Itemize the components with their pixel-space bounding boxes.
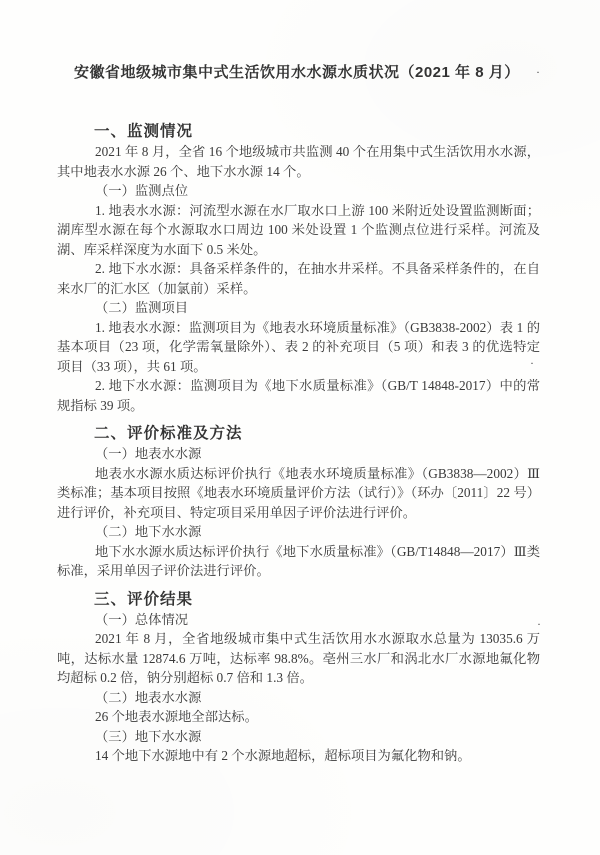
subsection-heading: （一）监测点位	[95, 183, 189, 198]
paragraph: 2021 年 8 月，全省 16 个地级城市共监测 40 个在用集中式生活饮用水水源，其中地表水水源 26 个、地下水水源 14 个。	[57, 144, 540, 179]
paragraph: 14 个地下水源地中有 2 个水源地超标，超标项目为氟化物和钠。	[95, 748, 471, 763]
paragraph: 2. 地下水水源：具备采样条件的，在抽水井采样。不具备采样条件的，在自来水厂的汇水区（加氯前）采样。	[57, 261, 540, 296]
section-evaluation-standards	[57, 423, 540, 581]
paragraph: 2021 年 8 月，全省地级城市集中式生活饮用水水源取水总量为 13035.6 万吨，达标水量 12874.6 万吨，达标率 98.8%。亳州三水厂和涡北水厂水源地氟化物均超标 0.2 倍，钠分别超标 0.7 倍和 1.3 倍。	[57, 631, 540, 685]
scan-speck: ·	[530, 356, 534, 370]
section-heading-monitoring: 一、监测情况	[94, 123, 194, 140]
subsection-heading: （三）地下水水源	[95, 728, 202, 744]
scan-speck: ·	[536, 65, 540, 79]
section-monitoring	[57, 121, 540, 415]
section-heading-results: 三、评价结果	[94, 590, 194, 608]
paragraph: 1. 地表水水源：河流型水源在水厂取水口上游 100 米附近处设置监测断面；湖库型水源在每个水源取水口周边 100 米处设置 1 个监测点位进行采样。河流及湖、库采样深度为水面下 0.5 米处。	[57, 202, 540, 257]
scan-speck: ·	[537, 617, 541, 631]
subsection-heading: （二）地表水水源	[95, 689, 202, 705]
section-heading-standards: 二、评价标准及方法	[94, 425, 243, 442]
document-title: 安徽省地级城市集中式生活饮用水水源水质状况（2021 年 8 月）	[74, 64, 520, 81]
subsection-heading: （一）地表水水源	[95, 446, 202, 461]
subsection-heading: （二）地下水水源	[95, 524, 202, 539]
subsection-heading: （二）监测项目	[95, 300, 189, 315]
paragraph: 地表水水源水质达标评价执行《地表水环境质量标准》（GB3838—2002）Ⅲ类标准；基本项目按照《地表水环境质量评价方法（试行）》（环办〔2011〕22 号）进行评价，补充项目、特定项目采用单因子评价法进行评价。	[57, 465, 540, 520]
section-evaluation-results	[57, 589, 540, 766]
paragraph: 地下水水源水质达标评价执行《地下水质量标准》（GB/T14848—2017）Ⅲ类标准，采用单因子评价法进行评价。	[57, 543, 540, 578]
paragraph: 1. 地表水水源：监测项目为《地表水环境质量标准》（GB3838-2002）表 1 的基本项目（23 项，化学需氧量除外）、表 2 的补充项目（5 项）和表 3 的优选特定项目（33 项），共 61 项。	[57, 319, 540, 374]
paragraph: 26 个地表水源地全部达标。	[95, 709, 258, 724]
subsection-heading: （一）总体情况	[95, 611, 189, 627]
paragraph: 2. 地下水水源：监测项目为《地下水质量标准》（GB/T 14848-2017）中的常规指标 39 项。	[57, 378, 540, 413]
